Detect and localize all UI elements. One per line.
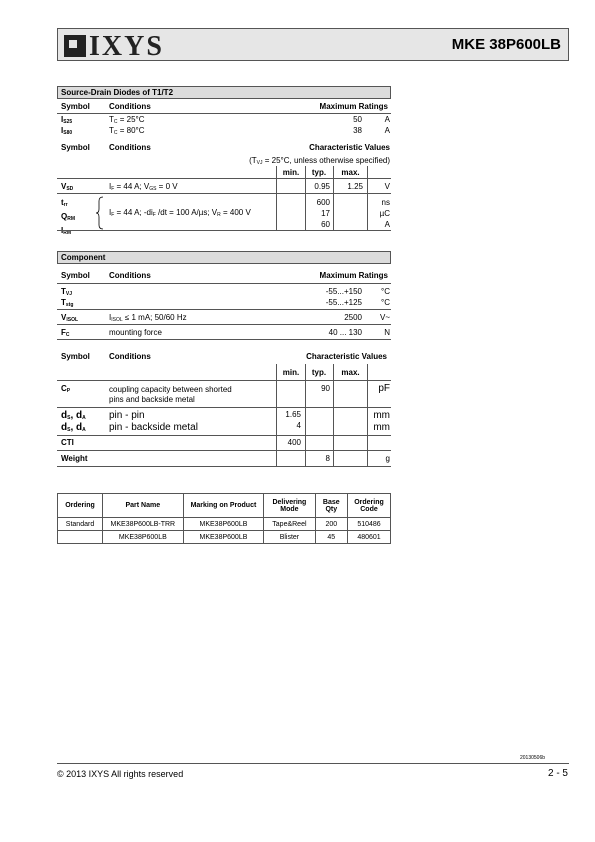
divider <box>57 178 391 179</box>
col-symbol-4: Symbol <box>61 352 90 361</box>
unit-ds-2: mm <box>373 422 390 433</box>
cell <box>58 531 103 544</box>
symbol-weight: Weight <box>61 454 88 463</box>
symbol-is25: $I_{S25}$ <box>61 115 73 125</box>
cond-group: $I_F = 44$ A; $-di_F$ /dt = 100 A/µs; $V_R = 400$ V <box>109 208 251 218</box>
cell: 510486 <box>348 518 391 531</box>
typ-trr: 600 <box>316 198 330 207</box>
char-values-header-2: Characteristic Values <box>306 352 387 361</box>
col-max-ratings-2: Maximum Ratings <box>319 271 388 280</box>
max-vsd: 1.25 <box>347 182 363 191</box>
char-note: ($T_{VJ} = 25^\circ C$, unless otherwise specified) <box>249 156 390 166</box>
value-fc: 40 ... 130 <box>328 328 362 337</box>
unit-irm: A <box>384 220 390 229</box>
ordering-table <box>57 493 391 544</box>
divider <box>57 435 391 436</box>
col-typ: typ. <box>311 168 327 177</box>
cell: MKE38P600LB <box>103 531 184 544</box>
char-values-header: Characteristic Values <box>309 143 390 152</box>
value-tstg: -55...+125 <box>325 298 362 307</box>
symbol-ds-da-2: $d_S$, $d_A$ <box>61 422 86 433</box>
symbol-cti: CTI <box>61 438 74 447</box>
symbol-vsd: $V_{SD}$ <box>61 182 74 192</box>
divider <box>57 230 391 231</box>
company-logo <box>64 31 164 63</box>
cell: Blister <box>264 531 315 544</box>
cell: 480601 <box>348 531 391 544</box>
typ-vsd: 0.95 <box>314 182 330 191</box>
cell: Tape&Reel <box>264 518 315 531</box>
symbol-trr: $t_{rr}$ <box>61 198 68 208</box>
cell: MKE38P600LB <box>183 531 264 544</box>
col-conditions: Conditions <box>109 102 151 111</box>
part-number-title: MKE 38P600LB <box>451 36 561 53</box>
grid-line <box>305 364 306 467</box>
symbol-fc: $F_C$ <box>61 328 70 338</box>
grid-line <box>276 166 277 230</box>
cond-fc: mounting force <box>109 328 162 337</box>
col-min: min. <box>282 168 300 177</box>
value-tvj: -55...+150 <box>325 287 362 296</box>
symbol-qrm: $Q_{RM}$ <box>61 212 76 222</box>
cond-ds-1: pin - pin <box>109 410 145 421</box>
col-typ-2: typ. <box>311 368 327 377</box>
col-max-2: max. <box>341 368 360 377</box>
value-is80: 38 <box>353 126 362 135</box>
min-cti: 400 <box>287 438 301 447</box>
ordering-header-row <box>58 494 391 518</box>
typ-qrm: 17 <box>321 209 330 218</box>
unit-vsd: V <box>384 182 390 191</box>
symbol-visol: $V_{ISOL}$ <box>61 313 79 323</box>
page-number: 2 - 5 <box>547 768 568 779</box>
cond-cp-line1: coupling capacity between shorted <box>109 385 232 394</box>
unit-is80: A <box>384 126 390 135</box>
cell: MKE38P600LB-TRR <box>103 518 184 531</box>
symbol-group <box>61 197 75 239</box>
col-symbol: Symbol <box>61 102 90 111</box>
unit-tstg: °C <box>381 298 390 307</box>
th-base-qty: Base Qty <box>315 494 347 518</box>
divider <box>57 407 391 408</box>
th-ordering: Ordering <box>58 494 103 518</box>
col-max-ratings: Maximum Ratings <box>319 102 388 111</box>
cond-is25: $T_C = 25^\circ C$ <box>109 115 145 125</box>
table-row <box>58 518 391 531</box>
symbol-ds-da-1: $d_S$, $d_A$ <box>61 410 86 421</box>
divider <box>57 380 391 381</box>
typ-group <box>305 197 330 230</box>
table-row <box>58 531 391 544</box>
grid-line <box>367 166 368 230</box>
divider <box>57 113 391 114</box>
divider <box>57 283 391 284</box>
symbol-tstg: $T_{stg}$ <box>61 298 74 308</box>
section-title-source-drain: Source-Drain Diodes of T1/T2 <box>57 86 391 99</box>
cond-vsd: $I_F = 44$ A; $V_{GS} = 0$ V <box>109 182 178 192</box>
cell: 45 <box>315 531 347 544</box>
cell: Standard <box>58 518 103 531</box>
typ-cp: 90 <box>321 384 330 393</box>
unit-tvj: °C <box>381 287 390 296</box>
divider <box>57 466 391 467</box>
cond-cp <box>109 385 232 405</box>
footer-divider <box>57 763 569 764</box>
cond-is80: $T_C = 80^\circ C$ <box>109 126 145 136</box>
brace-icon <box>95 196 107 230</box>
doc-code: 20130506b <box>520 755 546 761</box>
logo-text: IXYS <box>89 31 164 62</box>
divider <box>57 309 391 310</box>
typ-weight: 8 <box>325 454 330 463</box>
min-ds-2: 4 <box>296 421 301 430</box>
symbol-is80: $I_{S80}$ <box>61 126 73 136</box>
unit-cp: pF <box>378 383 390 394</box>
divider <box>57 324 391 325</box>
unit-qrm: µC <box>379 209 390 218</box>
grid-line <box>333 166 334 230</box>
value-is25: 50 <box>353 115 362 124</box>
cell: MKE38P600LB <box>183 518 264 531</box>
logo-mark-icon <box>64 35 86 57</box>
unit-weight: g <box>385 454 390 463</box>
col-symbol-3: Symbol <box>61 271 90 280</box>
unit-visol: V~ <box>379 313 390 322</box>
col-conditions-3: Conditions <box>109 271 151 280</box>
divider <box>57 339 391 340</box>
copyright: © 2013 IXYS All rights reserved <box>57 769 184 779</box>
col-min-2: min. <box>282 368 300 377</box>
cell: 200 <box>315 518 347 531</box>
cond-visol: $I_{ISOL} \le 1$ mA; 50/60 Hz <box>109 313 187 323</box>
divider <box>57 450 391 451</box>
value-visol: 2500 <box>344 313 362 322</box>
unit-is25: A <box>384 115 390 124</box>
cond-ds-2: pin - backside metal <box>109 422 198 433</box>
symbol-tvj: $T_{VJ}$ <box>61 287 73 297</box>
symbol-cp: $C_P$ <box>61 384 71 394</box>
cond-cp-line2: pins and backside metal <box>109 395 195 404</box>
unit-ds-1: mm <box>373 410 390 421</box>
col-conditions-2: Conditions <box>109 143 151 152</box>
col-conditions-4: Conditions <box>109 352 151 361</box>
min-ds-1: 1.65 <box>285 410 301 419</box>
grid-line <box>333 364 334 467</box>
symbol-irm: $I_{RM}$ <box>61 226 72 236</box>
th-marking: Marking on Product <box>183 494 264 518</box>
unit-group <box>370 197 390 230</box>
th-delivering-mode: Delivering Mode <box>264 494 315 518</box>
col-max: max. <box>341 168 360 177</box>
unit-fc: N <box>384 328 390 337</box>
typ-irm: 60 <box>321 220 330 229</box>
unit-trr: ns <box>381 198 390 207</box>
th-ordering-code: Ordering Code <box>348 494 391 518</box>
col-symbol-2: Symbol <box>61 143 90 152</box>
divider <box>57 193 391 194</box>
section-title-component: Component <box>57 251 391 264</box>
page-header <box>57 28 569 61</box>
th-part-name: Part Name <box>103 494 184 518</box>
